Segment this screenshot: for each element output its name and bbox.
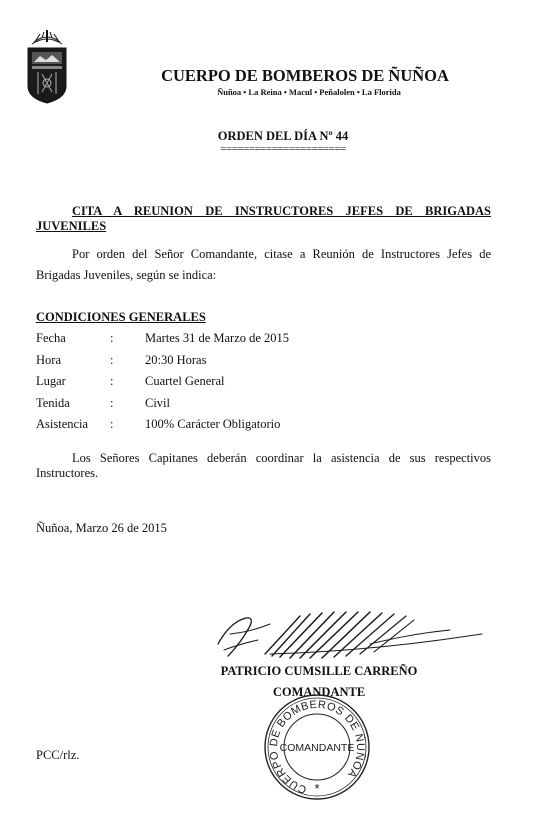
condition-label: Fecha (36, 331, 66, 345)
condition-value: Cuartel General (145, 374, 225, 388)
stamp-star: * (314, 781, 320, 796)
reference-initials: PCC/rlz. (36, 748, 80, 762)
organization-name: CUERPO DE BOMBEROS DE ÑUÑOA (161, 66, 449, 85)
place-and-date: Ñuñoa, Marzo 26 de 2015 (36, 521, 167, 535)
subject-line-1: CITA A REUNION DE INSTRUCTORES JEFES DE BRIGADAS (72, 204, 491, 218)
conditions-heading: CONDICIONES GENERALES (36, 310, 206, 324)
signer-role: COMANDANTE (272, 685, 366, 699)
closing-paragraph: Los Señores Capitanes deberán coordinar la asistencia de sus respectivos Instructores. (36, 451, 491, 480)
condition-value: Martes 31 de Marzo de 2015 (145, 331, 290, 345)
condition-label: Lugar (36, 374, 66, 388)
condition-separator: : (110, 374, 114, 388)
intro-paragraph: Por orden del Señor Comandante, citase a Reunión de Instructores Jefes de Brigadas Juveniles, según se indica: (36, 247, 491, 282)
stamp-center-text: COMANDANTE (279, 742, 355, 754)
signer-name: PATRICIO CUMSILLE CARREÑO (220, 664, 418, 678)
stamp-ring-text: CUERPO DE BOMBEROS DE ÑUÑOA (267, 698, 367, 796)
condition-separator: : (110, 353, 114, 367)
condition-separator: : (110, 417, 114, 431)
subject-line-2: JUVENILES (36, 219, 107, 233)
condition-label: Tenida (36, 396, 70, 410)
handwritten-signature (210, 604, 490, 666)
condition-value: 20:30 Horas (145, 353, 207, 367)
condition-separator: : (110, 396, 114, 410)
order-title: ORDEN DEL DÍA Nº 44 (217, 129, 349, 143)
condition-label: Hora (36, 353, 61, 367)
organization-communes: Ñuñoa • La Reina • Macul • Peñalolen • La Florida (217, 87, 401, 97)
condition-value: Civil (145, 396, 171, 410)
condition-value: 100% Carácter Obligatorio (145, 417, 281, 431)
order-title-rule: ====================== (220, 143, 346, 155)
condition-label: Asistencia (36, 417, 89, 431)
condition-separator: : (110, 331, 114, 345)
official-stamp (258, 690, 376, 802)
